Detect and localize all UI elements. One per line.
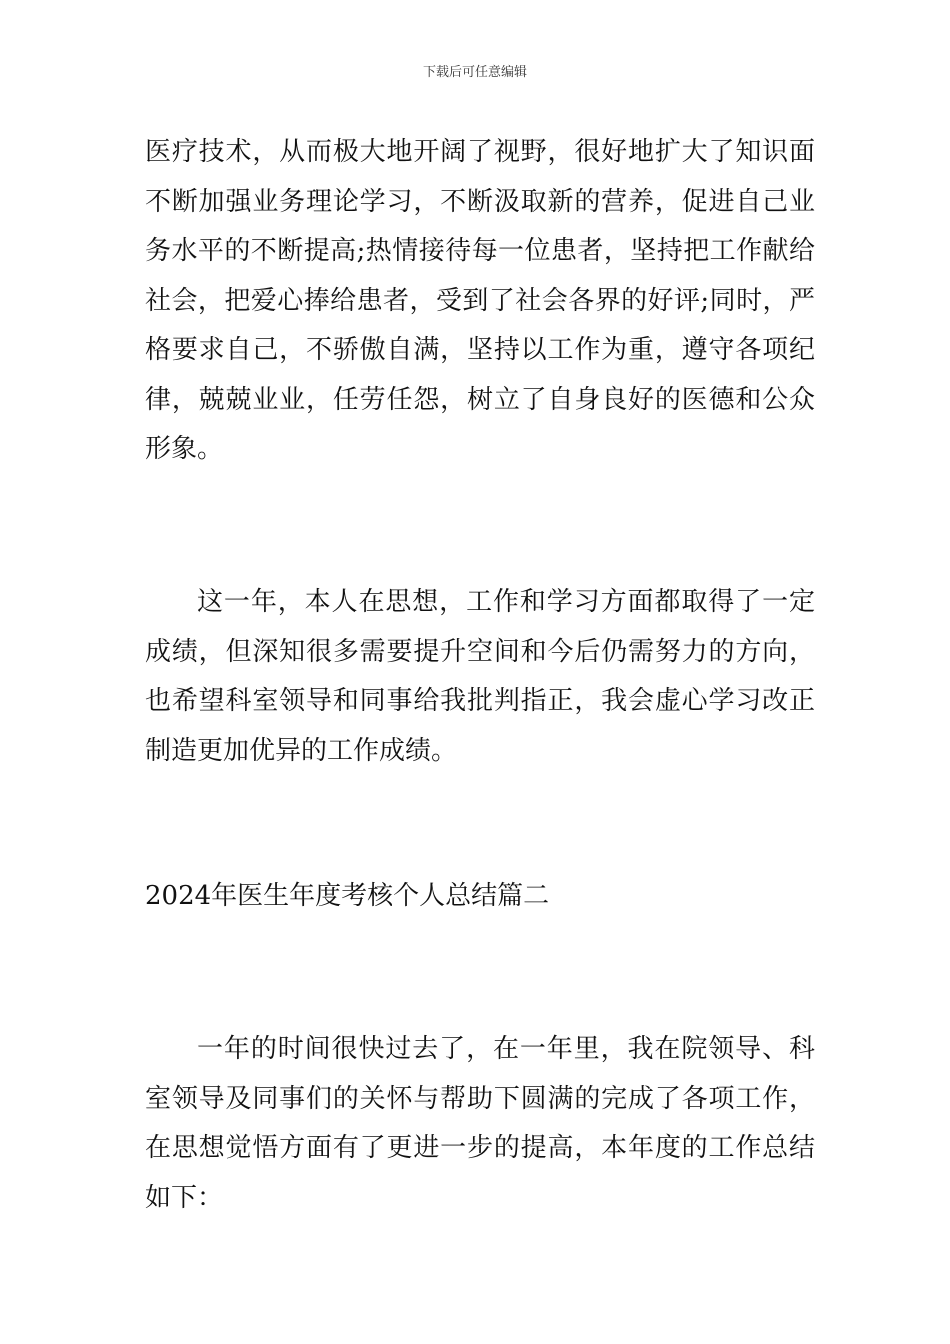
paragraph-continued: 医疗技术，从而极大地开阔了视野，很好地扩大了知识面不断加强业务理论学习，不断汲取新的营养，促进自己业务水平的不断提高;热情接待每一位患者，坚持把工作献给社会，把爱心捧给患者，受到了社会各界的好评;同时，严格要求自己，不骄傲自满，坚持以工作为重，遵守各项纪律，兢兢业业，任劳任怨，树立了自身良好的医德和公众形象。: [145, 137, 815, 464]
section-title: 2024年医生年度考核个人总结篇二: [145, 881, 550, 911]
page-header: 下载后可任意编辑: [422, 65, 527, 80]
paragraph-intro: 一年的时间很快过去了，在一年里，我在院领导、科室领导及同事们的关怀与帮助下圆满的完成了各项工作，在思想觉悟方面有了更进一步的提高，本年度的工作总结如下：: [145, 1034, 815, 1213]
paragraph-year-summary: 这一年，本人在思想，工作和学习方面都取得了一定成绩，但深知很多需要提升空间和今后仍需努力的方向，也希望科室领导和同事给我批判指正，我会虚心学习改正制造更加优异的工作成绩。: [145, 587, 815, 766]
